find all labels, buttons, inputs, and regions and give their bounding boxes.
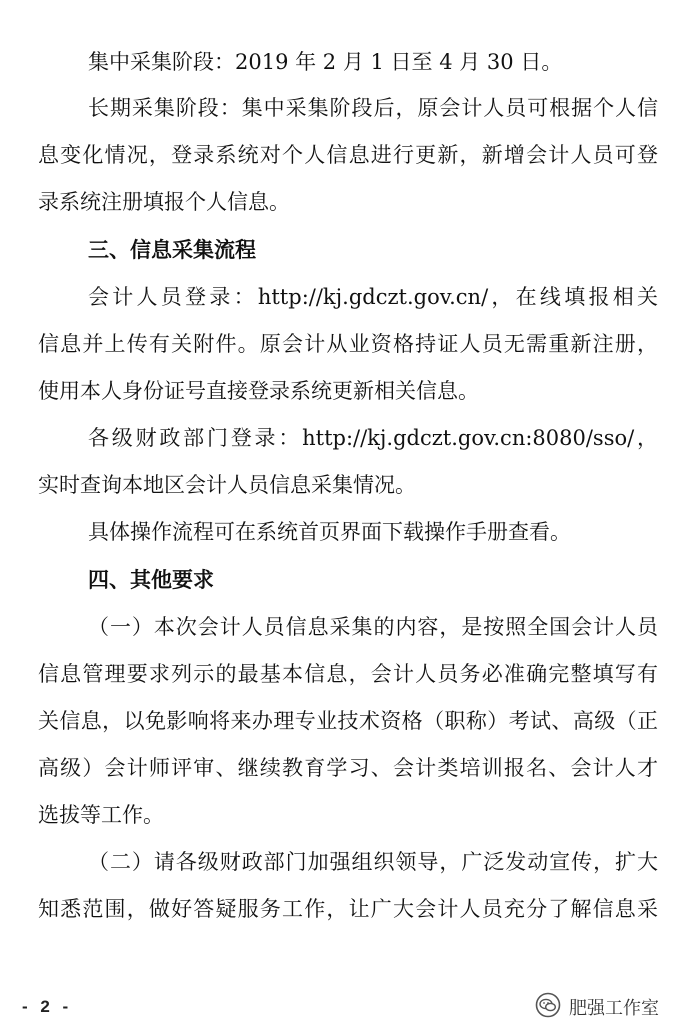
text-line: 高级）会计师评审、继续教育学习、会计类培训报名、会计人才: [38, 756, 658, 780]
text-line: 知悉范围，做好答疑服务工作，让广大会计人员充分了解信息采: [38, 897, 658, 921]
text-line: 选拔等工作。: [38, 803, 164, 827]
text-line: （二）请各级财政部门加强组织领导，广泛发动宣传，扩大: [88, 850, 658, 874]
text-line: 信息管理要求列示的最基本信息，会计人员务必准确完整填写有: [38, 662, 658, 686]
text-line: 会计人员登录：http://kj.gdczt.gov.cn/，在线填报相关: [88, 285, 658, 309]
text-line: 实时查询本地区会计人员信息采集情况。: [38, 473, 416, 497]
text-line: 关信息，以免影响将来办理专业技术资格（职称）考试、高级（正: [38, 709, 658, 733]
wechat-official-account-icon: [535, 992, 561, 1022]
text-line: 各级财政部门登录：http://kj.gdczt.gov.cn:8080/sso/，: [88, 426, 658, 450]
section-heading: 四、其他要求: [88, 568, 214, 592]
page-number: - 2 -: [22, 997, 73, 1016]
watermark: [535, 992, 659, 1022]
text-line: 集中采集阶段：2019 年 2 月 1 日至 4 月 30 日。: [88, 50, 563, 74]
text-line: 录系统注册填报个人信息。: [38, 190, 290, 214]
text-line: 具体操作流程可在系统首页界面下载操作手册查看。: [88, 520, 571, 544]
text-line: 长期采集阶段：集中采集阶段后，原会计人员可根据个人信: [88, 96, 658, 120]
text-line: 信息并上传有关附件。原会计从业资格持证人员无需重新注册，: [38, 332, 658, 356]
text-line: （一）本次会计人员信息采集的内容，是按照全国会计人员: [88, 615, 658, 639]
watermark-text: 肥强工作室: [569, 998, 659, 1019]
section-heading: 三、信息采集流程: [88, 238, 256, 262]
text-line: 使用本人身份证号直接登录系统更新相关信息。: [38, 379, 479, 403]
text-line: 息变化情况，登录系统对个人信息进行更新，新增会计人员可登: [38, 143, 658, 167]
